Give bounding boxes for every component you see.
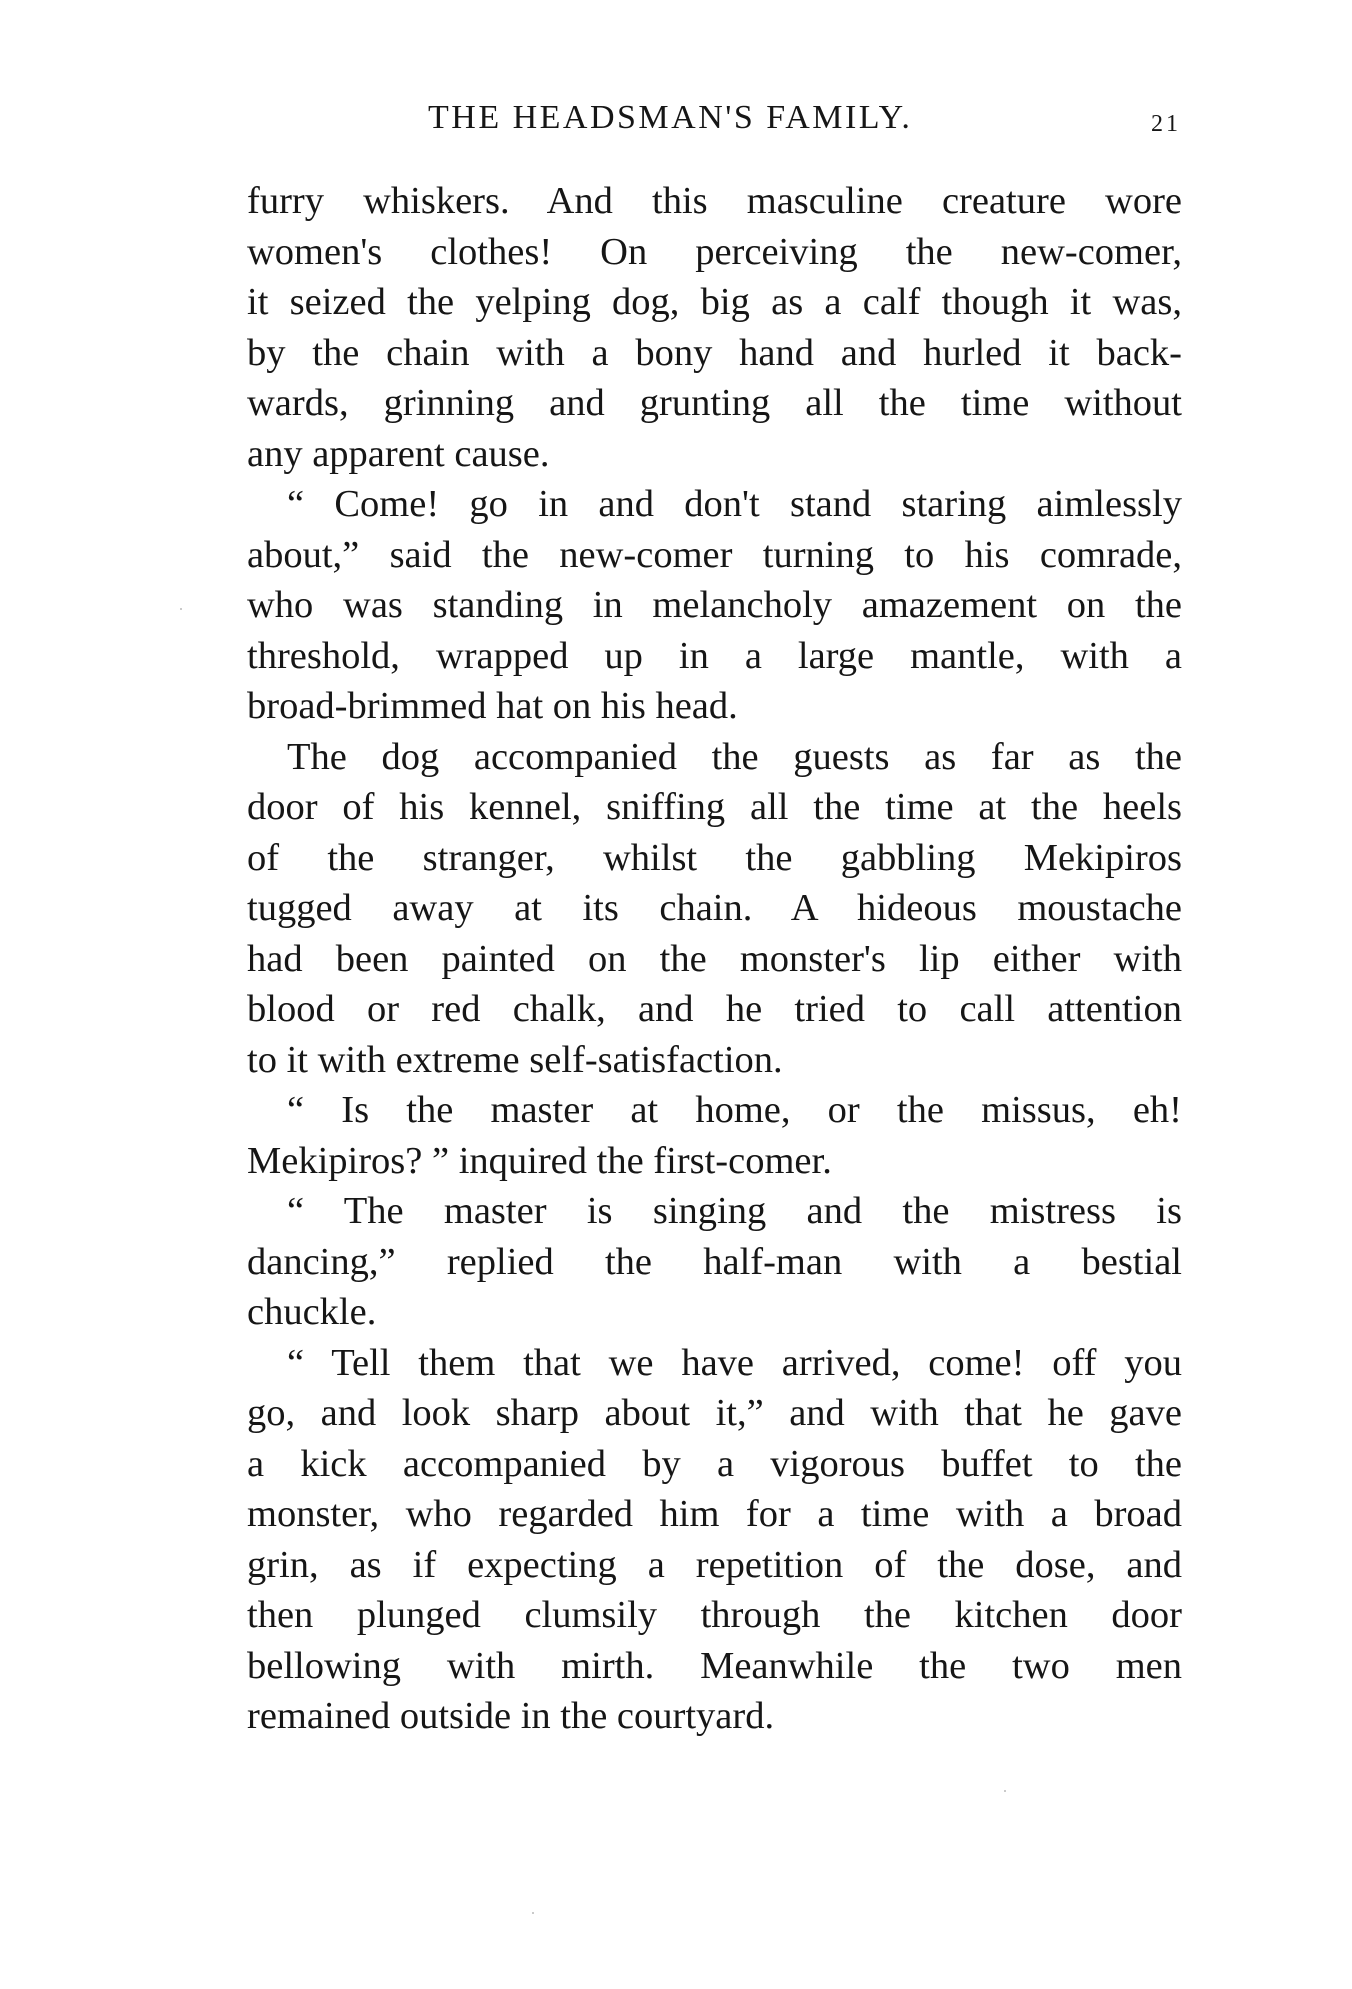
scan-speck [1004, 1790, 1006, 1792]
text-line: monster, who regarded him for a time with a broad [247, 1493, 1182, 1535]
page-number: 21 [1151, 111, 1181, 137]
body-text [247, 176, 1182, 1742]
text-line: furry whiskers. And this masculine creature wore [247, 180, 1182, 222]
text-line: remained outside in the courtyard. [247, 1695, 775, 1737]
text-line: Mekipiros? ” inquired the first-comer. [247, 1139, 832, 1182]
text-line: a kick accompanied by a vigorous buffet to the [247, 1442, 1182, 1485]
text-line: any apparent cause. [247, 432, 550, 475]
text-line: tugged away at its chain. A hideous moustache [247, 887, 1182, 929]
scan-speck [180, 608, 182, 610]
text-line: grin, as if expecting a repetition of the dose, and [247, 1543, 1182, 1586]
text-line: broad-brimmed hat on his head. [247, 685, 738, 727]
text-line: “ Tell them that we have arrived, come! off you [287, 1341, 1182, 1384]
text-line: women's clothes! On perceiving the new-comer, [247, 230, 1182, 273]
text-line: wards, grinning and grunting all the time without [247, 382, 1182, 424]
text-line: “ Is the master at home, or the missus, eh! [287, 1089, 1182, 1131]
text-line: chuckle. [247, 1291, 377, 1333]
text-line: of the stranger, whilst the gabbling Mekipiros [247, 836, 1182, 879]
text-line: blood or red chalk, and he tried to call attention [247, 988, 1182, 1030]
text-line: to it with extreme self-satisfaction. [247, 1038, 783, 1081]
text-line: dancing,” replied the half-man with a bestial [247, 1240, 1182, 1283]
text-line: had been painted on the monster's lip either with [247, 937, 1182, 980]
running-title: THE HEADSMAN'S FAMILY. [428, 99, 913, 136]
text-line: by the chain with a bony hand and hurled it back- [247, 331, 1182, 374]
text-line: about,” said the new-comer turning to his comrade, [247, 533, 1182, 576]
text-line: door of his kennel, sniffing all the time at the heels [247, 786, 1182, 828]
scan-speck [532, 1912, 534, 1914]
text-line: threshold, wrapped up in a large mantle, with a [247, 634, 1182, 677]
text-line: “ The master is singing and the mistress is [287, 1190, 1182, 1232]
text-line: then plunged clumsily through the kitchen door [247, 1594, 1182, 1636]
text-line: go, and look sharp about it,” and with that he gave [247, 1392, 1182, 1434]
text-line: bellowing with mirth. Meanwhile the two men [247, 1644, 1182, 1687]
text-line: who was standing in melancholy amazement on the [247, 584, 1182, 626]
text-line: “ Come! go in and don't stand staring aimlessly [287, 483, 1182, 525]
text-line: The dog accompanied the guests as far as the [287, 735, 1182, 778]
text-line: it seized the yelping dog, big as a calf though it was, [247, 281, 1182, 323]
page-header [0, 98, 1352, 148]
